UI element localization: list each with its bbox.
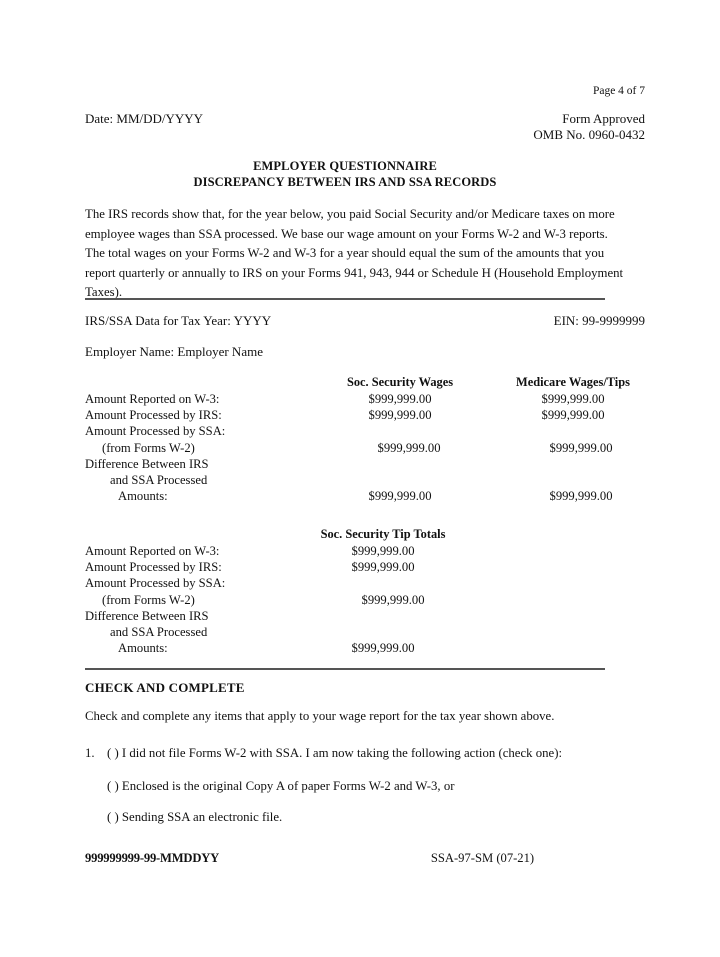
table-row bbox=[85, 392, 645, 408]
row-label-continuation: and SSA Processed bbox=[110, 624, 208, 639]
checklist-item-1[interactable] bbox=[85, 746, 562, 761]
table-row-continuation bbox=[85, 641, 645, 657]
horizontal-rule-top bbox=[85, 298, 605, 300]
row-label: Difference Between IRS bbox=[85, 608, 209, 623]
row-label: Amount Reported on W-3: bbox=[85, 544, 220, 558]
row-label-continuation: Amounts: bbox=[118, 641, 168, 656]
table-row-continuation bbox=[85, 489, 645, 505]
row-value-medicare: $999,999.00 bbox=[549, 489, 613, 504]
footer-control-number: 999999999-99-MMDDYY bbox=[85, 851, 220, 865]
row-value-soc-security: $999,999.00 bbox=[368, 489, 432, 504]
row-value-tip-totals: $999,999.00 bbox=[361, 592, 425, 607]
row-label: Amount Reported on W-3: bbox=[85, 392, 220, 406]
row-value-tip-totals: $999,999.00 bbox=[351, 544, 415, 558]
check-instruction-text: Check and complete any items that apply to your wage report for the tax year shown above. bbox=[85, 709, 555, 723]
table-row bbox=[85, 560, 645, 576]
employer-name-line: Employer Name: Employer Name bbox=[85, 344, 263, 359]
table-row bbox=[85, 408, 645, 424]
section-title-check-and-complete: CHECK AND COMPLETE bbox=[85, 680, 245, 695]
table-row bbox=[85, 424, 645, 440]
column-header-soc-security-wages: Soc. Security Wages bbox=[346, 375, 454, 389]
document-title-line-2: DISCREPANCY BETWEEN IRS AND SSA RECORDS bbox=[193, 175, 497, 189]
row-label: Amount Processed by SSA: bbox=[85, 576, 226, 591]
ein-line: EIN: 99-9999999 bbox=[553, 313, 645, 328]
tax-year-line: IRS/SSA Data for Tax Year: YYYY bbox=[85, 313, 272, 328]
document-title-line-1: EMPLOYER QUESTIONNAIRE bbox=[253, 159, 437, 173]
row-label-continuation: and SSA Processed bbox=[110, 472, 208, 487]
row-value-medicare: $999,999.00 bbox=[541, 408, 605, 423]
checklist-item-number: 1. bbox=[85, 746, 95, 760]
column-header-soc-security-tip-totals: Soc. Security Tip Totals bbox=[320, 527, 446, 541]
table-row-continuation bbox=[85, 441, 645, 457]
wages-table bbox=[85, 375, 645, 505]
wages-table-header-row bbox=[85, 375, 645, 392]
row-value-tip-totals: $999,999.00 bbox=[351, 641, 415, 656]
table-row bbox=[85, 609, 645, 625]
row-value-medicare: $999,999.00 bbox=[541, 392, 605, 406]
omb-number: OMB No. 0960-0432 bbox=[533, 127, 645, 142]
form-approved-label: Form Approved bbox=[562, 111, 645, 126]
page-number: Page 4 of 7 bbox=[592, 85, 645, 97]
table-row bbox=[85, 576, 645, 592]
checklist-subitem-electronic-file[interactable]: ( ) Sending SSA an electronic file. bbox=[107, 810, 283, 824]
table-row bbox=[85, 544, 645, 560]
row-value-medicare: $999,999.00 bbox=[549, 440, 613, 455]
row-label: Amount Processed by IRS: bbox=[85, 560, 222, 575]
intro-paragraph: The IRS records show that, for the year below, you paid Social Security and/or Medicare taxes on more employee wages than SSA processed. We base our wage amount on your Forms W-2 and W-3 reports. The total wages on your Forms W-2 and W-3 for a year should equal the sum of the amounts that you report quarterly or annually to IRS on your Forms 941, 943, 944 or Schedule H (Household Employment Taxes). bbox=[85, 207, 624, 299]
row-label-continuation: Amounts: bbox=[118, 489, 168, 504]
form-approval-block bbox=[0, 111, 645, 143]
row-value-tip-totals: $999,999.00 bbox=[351, 560, 415, 575]
row-value-soc-security: $999,999.00 bbox=[368, 408, 432, 423]
checklist-subitem-enclosed-copy-a[interactable]: ( ) Enclosed is the original Copy A of paper Forms W-2 and W-3, or bbox=[107, 779, 455, 793]
date-line: Date: MM/DD/YYYY bbox=[85, 111, 204, 126]
row-label: Amount Processed by IRS: bbox=[85, 408, 222, 423]
row-label-continuation: (from Forms W-2) bbox=[102, 592, 195, 607]
column-header-medicare-wages-tips: Medicare Wages/Tips bbox=[516, 375, 630, 389]
horizontal-rule-bottom bbox=[85, 668, 605, 670]
table-row-continuation bbox=[85, 625, 645, 641]
table-row-continuation bbox=[85, 593, 645, 609]
checklist-item-1-text[interactable]: ( ) I did not file Forms W-2 with SSA. I am now taking the following action (check one): bbox=[107, 746, 563, 760]
row-label-continuation: (from Forms W-2) bbox=[102, 440, 195, 455]
tips-table bbox=[85, 527, 645, 657]
footer-form-id: SSA-97-SM (07-21) bbox=[430, 851, 535, 865]
row-label: Amount Processed by SSA: bbox=[85, 424, 226, 439]
row-label: Difference Between IRS bbox=[85, 456, 209, 471]
document-title bbox=[85, 158, 605, 190]
tips-table-header-row bbox=[85, 527, 645, 544]
row-value-soc-security: $999,999.00 bbox=[368, 392, 432, 406]
table-row bbox=[85, 457, 645, 473]
row-value-soc-security: $999,999.00 bbox=[377, 440, 441, 455]
table-row-continuation bbox=[85, 473, 645, 489]
